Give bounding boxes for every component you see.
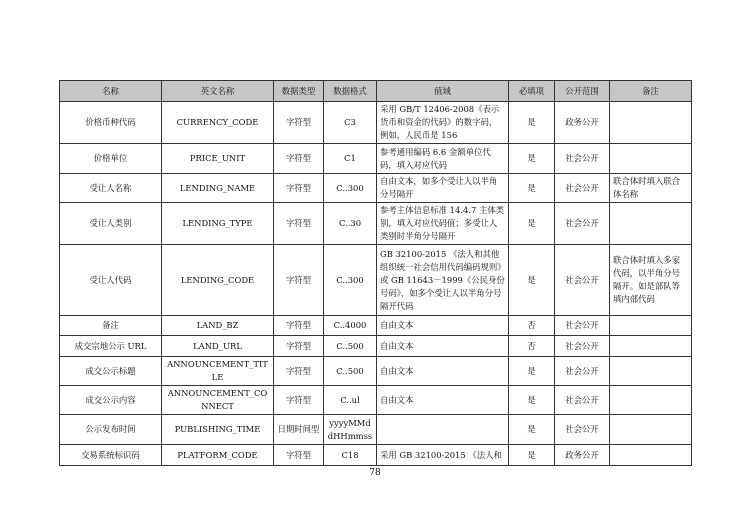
cell-public-scope: 政务公开 — [555, 102, 610, 144]
cell-data-format: C..500 — [324, 336, 377, 357]
table-row — [60, 245, 692, 316]
cell-remarks — [610, 445, 692, 466]
table-row — [60, 316, 692, 336]
table-row — [60, 386, 692, 415]
col-header-value-range: 值域 — [377, 81, 509, 102]
cell-public-scope: 政务公开 — [555, 445, 610, 466]
col-header-english-name: 英文名称 — [162, 81, 274, 102]
col-header-public-scope: 公开范围 — [555, 81, 610, 102]
cell-required: 是 — [509, 245, 555, 316]
cell-english-name: ANNOUNCEMENT_CONNECT — [162, 386, 274, 415]
cell-required: 是 — [509, 445, 555, 466]
table-row — [60, 102, 692, 144]
cell-data-format: C..ul — [324, 386, 377, 415]
cell-remarks — [610, 203, 692, 245]
cell-data-type: 字符型 — [274, 245, 324, 316]
col-header-required: 必填项 — [509, 81, 555, 102]
table-row — [60, 144, 692, 174]
cell-value-range: 采用 GB/T 12406-2008《表示货币和资金的代码》的数字码，例如，人民币是 156 — [377, 102, 509, 144]
cell-value-range: 参考主体信息标准 14.4.7 主体类别，填入对应代码值；多受让人类别时半角分号隔开 — [377, 203, 509, 245]
cell-remarks — [610, 357, 692, 386]
cell-name: 价格币种代码 — [60, 102, 162, 144]
cell-public-scope: 社会公开 — [555, 316, 610, 336]
cell-name: 公示发布时间 — [60, 415, 162, 445]
cell-required: 是 — [509, 386, 555, 415]
cell-english-name: PUBLISHING_TIME — [162, 415, 274, 445]
cell-data-type: 字符型 — [274, 316, 324, 336]
table-row — [60, 415, 692, 445]
cell-value-range — [377, 415, 509, 445]
cell-remarks — [610, 316, 692, 336]
cell-public-scope: 社会公开 — [555, 386, 610, 415]
cell-required: 是 — [509, 357, 555, 386]
cell-remarks: 联合体时填入多家代码，以半角分号隔开。如是部队等填内部代码 — [610, 245, 692, 316]
cell-value-range: 自由文本 — [377, 316, 509, 336]
cell-public-scope: 社会公开 — [555, 203, 610, 245]
cell-english-name: PRICE_UNIT — [162, 144, 274, 174]
cell-english-name: LAND_BZ — [162, 316, 274, 336]
cell-value-range: 采用 GB 32100-2015 《法人和 — [377, 445, 509, 466]
cell-data-format: C18 — [324, 445, 377, 466]
cell-remarks — [610, 386, 692, 415]
cell-english-name: CURRENCY_CODE — [162, 102, 274, 144]
col-header-name: 名称 — [60, 81, 162, 102]
table-row — [60, 174, 692, 203]
cell-data-format: C..30 — [324, 203, 377, 245]
cell-data-format: yyyyMMddHHmmss — [324, 415, 377, 445]
cell-value-range: GB 32100-2015 《法人和其他组织统一社会信用代码编码规则》或 GB 11643－1999《公民身份号码》，如多个受让人以半角分号隔开代码 — [377, 245, 509, 316]
cell-name: 受让人代码 — [60, 245, 162, 316]
cell-public-scope: 社会公开 — [555, 144, 610, 174]
cell-name: 成交公示标题 — [60, 357, 162, 386]
cell-data-format: C1 — [324, 144, 377, 174]
cell-data-type: 字符型 — [274, 445, 324, 466]
cell-name: 成交宗地公示 URL — [60, 336, 162, 357]
cell-english-name: ANNOUNCEMENT_TITLE — [162, 357, 274, 386]
cell-name: 受让人名称 — [60, 174, 162, 203]
cell-data-type: 字符型 — [274, 357, 324, 386]
cell-required: 否 — [509, 316, 555, 336]
cell-english-name: LAND_URL — [162, 336, 274, 357]
cell-data-format: C..300 — [324, 174, 377, 203]
col-header-data-format: 数据格式 — [324, 81, 377, 102]
cell-name: 价格单位 — [60, 144, 162, 174]
cell-remarks — [610, 102, 692, 144]
cell-required: 是 — [509, 102, 555, 144]
table-row — [60, 445, 692, 466]
page-number: 78 — [369, 468, 381, 478]
cell-name: 成交公示内容 — [60, 386, 162, 415]
cell-data-type: 字符型 — [274, 386, 324, 415]
cell-public-scope: 社会公开 — [555, 415, 610, 445]
cell-required: 是 — [509, 144, 555, 174]
table-row — [60, 357, 692, 386]
cell-remarks — [610, 144, 692, 174]
cell-data-format: C3 — [324, 102, 377, 144]
table-header-row — [60, 81, 692, 102]
cell-name: 受让人类别 — [60, 203, 162, 245]
cell-public-scope: 社会公开 — [555, 357, 610, 386]
cell-data-format: C..4000 — [324, 316, 377, 336]
cell-data-type: 字符型 — [274, 174, 324, 203]
col-header-data-type: 数据类型 — [274, 81, 324, 102]
cell-data-type: 字符型 — [274, 203, 324, 245]
cell-english-name: LENDING_NAME — [162, 174, 274, 203]
cell-remarks: 联合体时填入联合体名称 — [610, 174, 692, 203]
cell-value-range: 自由文本 — [377, 357, 509, 386]
cell-remarks — [610, 336, 692, 357]
col-header-remarks: 备注 — [610, 81, 692, 102]
cell-required: 否 — [509, 336, 555, 357]
cell-data-type: 字符型 — [274, 144, 324, 174]
cell-data-format: C..300 — [324, 245, 377, 316]
cell-value-range: 自由文本 — [377, 386, 509, 415]
cell-name: 交易系统标识码 — [60, 445, 162, 466]
cell-required: 是 — [509, 415, 555, 445]
cell-public-scope: 社会公开 — [555, 245, 610, 316]
cell-data-type: 字符型 — [274, 102, 324, 144]
table-row — [60, 336, 692, 357]
cell-data-format: C..500 — [324, 357, 377, 386]
cell-value-range: 自由文本 — [377, 336, 509, 357]
cell-english-name: LENDING_CODE — [162, 245, 274, 316]
cell-data-type: 字符型 — [274, 336, 324, 357]
cell-data-type: 日期时间型 — [274, 415, 324, 445]
cell-required: 是 — [509, 174, 555, 203]
cell-english-name: LENDING_TYPE — [162, 203, 274, 245]
cell-required: 是 — [509, 203, 555, 245]
table-row — [60, 203, 692, 245]
cell-remarks — [610, 415, 692, 445]
cell-value-range: 参考通用编码 6.6 金额单位代码，填入对应代码 — [377, 144, 509, 174]
data-element-table — [59, 80, 692, 466]
cell-public-scope: 社会公开 — [555, 336, 610, 357]
cell-name: 备注 — [60, 316, 162, 336]
cell-public-scope: 社会公开 — [555, 174, 610, 203]
cell-value-range: 自由文本，如多个受让人以半角分号隔开 — [377, 174, 509, 203]
cell-english-name: PLATFORM_CODE — [162, 445, 274, 466]
